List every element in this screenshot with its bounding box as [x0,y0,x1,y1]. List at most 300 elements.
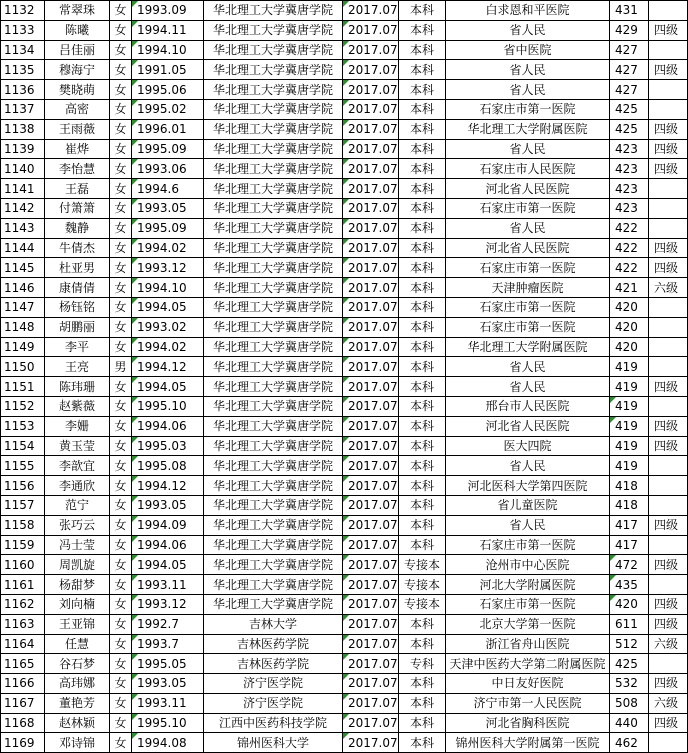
row-number-cell[interactable]: 1144 [1,238,45,258]
birth-date-cell[interactable]: 1995.09 [132,139,204,159]
name-cell[interactable]: 吕佳丽 [45,40,110,60]
graduation-date-cell[interactable]: 2017.07 [343,654,399,674]
sex-cell[interactable]: 女 [110,218,132,238]
degree-cell[interactable]: 本科 [399,1,446,21]
row-number-cell[interactable]: 1133 [1,20,45,40]
cet-level-cell[interactable]: 四级 [649,515,688,535]
employer-cell[interactable]: 石家庄市第一医院 [446,198,610,218]
name-cell[interactable]: 黄玉莹 [45,436,110,456]
sex-cell[interactable]: 女 [110,654,132,674]
degree-cell[interactable]: 专接本 [399,594,446,614]
sex-cell[interactable]: 女 [110,297,132,317]
degree-cell[interactable]: 本科 [399,258,446,278]
cet-level-cell[interactable]: 四级 [649,614,688,634]
row-number-cell[interactable]: 1146 [1,278,45,298]
cet-level-cell[interactable]: 六级 [649,693,688,713]
employer-cell[interactable]: 北京大学第一医院 [446,614,610,634]
name-cell[interactable]: 赵紫薇 [45,396,110,416]
score-cell[interactable]: 417 [610,535,649,555]
university-cell[interactable]: 华北理工大学冀唐学院 [204,80,343,100]
birth-date-cell[interactable]: 1994.12 [132,476,204,496]
employer-cell[interactable]: 石家庄市第一医院 [446,594,610,614]
graduation-date-cell[interactable]: 2017.07 [343,396,399,416]
sex-cell[interactable]: 女 [110,20,132,40]
name-cell[interactable]: 邓诗锦 [45,733,110,753]
birth-date-cell[interactable]: 1995.10 [132,713,204,733]
birth-date-cell[interactable]: 1993.02 [132,317,204,337]
name-cell[interactable]: 任慧 [45,634,110,654]
name-cell[interactable]: 杨钰铭 [45,297,110,317]
score-cell[interactable]: 419 [610,456,649,476]
degree-cell[interactable]: 本科 [399,515,446,535]
employer-cell[interactable]: 天津肿瘤医院 [446,278,610,298]
sex-cell[interactable]: 女 [110,396,132,416]
birth-date-cell[interactable]: 1993.09 [132,1,204,21]
university-cell[interactable]: 华北理工大学冀唐学院 [204,594,343,614]
university-cell[interactable]: 华北理工大学冀唐学院 [204,555,343,575]
name-cell[interactable]: 范宁 [45,495,110,515]
row-number-cell[interactable]: 1150 [1,357,45,377]
cet-level-cell[interactable] [649,1,688,21]
university-cell[interactable]: 华北理工大学冀唐学院 [204,416,343,436]
degree-cell[interactable]: 本科 [399,416,446,436]
cet-level-cell[interactable]: 四级 [649,416,688,436]
row-number-cell[interactable]: 1139 [1,139,45,159]
birth-date-cell[interactable]: 1993.12 [132,594,204,614]
graduation-date-cell[interactable]: 2017.07 [343,377,399,397]
name-cell[interactable]: 杜亚男 [45,258,110,278]
graduation-date-cell[interactable]: 2017.07 [343,614,399,634]
university-cell[interactable]: 吉林医药学院 [204,654,343,674]
score-cell[interactable]: 419 [610,396,649,416]
row-number-cell[interactable]: 1168 [1,713,45,733]
row-number-cell[interactable]: 1159 [1,535,45,555]
degree-cell[interactable]: 本科 [399,139,446,159]
cet-level-cell[interactable]: 四级 [649,119,688,139]
sex-cell[interactable]: 女 [110,60,132,80]
sex-cell[interactable]: 女 [110,80,132,100]
degree-cell[interactable]: 本科 [399,198,446,218]
birth-date-cell[interactable]: 1993.05 [132,674,204,694]
row-number-cell[interactable]: 1154 [1,436,45,456]
birth-date-cell[interactable]: 1993.05 [132,198,204,218]
cet-level-cell[interactable] [649,297,688,317]
university-cell[interactable]: 华北理工大学冀唐学院 [204,575,343,595]
cet-level-cell[interactable]: 四级 [649,713,688,733]
name-cell[interactable]: 李姗 [45,416,110,436]
cet-level-cell[interactable] [649,357,688,377]
score-cell[interactable]: 425 [610,654,649,674]
degree-cell[interactable]: 本科 [399,238,446,258]
row-number-cell[interactable]: 1136 [1,80,45,100]
sex-cell[interactable]: 女 [110,456,132,476]
name-cell[interactable]: 李怡慧 [45,159,110,179]
row-number-cell[interactable]: 1158 [1,515,45,535]
university-cell[interactable]: 华北理工大学冀唐学院 [204,297,343,317]
name-cell[interactable]: 魏静 [45,218,110,238]
university-cell[interactable]: 锦州医科大学 [204,733,343,753]
row-number-cell[interactable]: 1134 [1,40,45,60]
row-number-cell[interactable]: 1166 [1,674,45,694]
sex-cell[interactable]: 女 [110,317,132,337]
row-number-cell[interactable]: 1138 [1,119,45,139]
degree-cell[interactable]: 本科 [399,456,446,476]
degree-cell[interactable]: 本科 [399,80,446,100]
employer-cell[interactable]: 浙江省舟山医院 [446,634,610,654]
score-cell[interactable]: 419 [610,377,649,397]
birth-date-cell[interactable]: 1995.02 [132,99,204,119]
employer-cell[interactable]: 邢台市人民医院 [446,396,610,416]
row-number-cell[interactable]: 1149 [1,337,45,357]
graduation-date-cell[interactable]: 2017.07 [343,693,399,713]
degree-cell[interactable]: 本科 [399,614,446,634]
graduation-date-cell[interactable]: 2017.07 [343,476,399,496]
graduation-date-cell[interactable]: 2017.07 [343,278,399,298]
cet-level-cell[interactable] [649,396,688,416]
employer-cell[interactable]: 河北大学附属医院 [446,575,610,595]
birth-date-cell[interactable]: 1993.12 [132,258,204,278]
score-cell[interactable]: 420 [610,594,649,614]
degree-cell[interactable]: 专接本 [399,575,446,595]
employer-cell[interactable]: 省人民 [446,218,610,238]
birth-date-cell[interactable]: 1994.08 [132,733,204,753]
sex-cell[interactable]: 女 [110,1,132,21]
degree-cell[interactable]: 本科 [399,119,446,139]
name-cell[interactable]: 康倩倩 [45,278,110,298]
cet-level-cell[interactable]: 四级 [649,20,688,40]
birth-date-cell[interactable]: 1993.05 [132,495,204,515]
graduation-date-cell[interactable]: 2017.07 [343,1,399,21]
graduation-date-cell[interactable]: 2017.07 [343,713,399,733]
name-cell[interactable]: 常翠珠 [45,1,110,21]
sex-cell[interactable]: 女 [110,535,132,555]
sex-cell[interactable]: 女 [110,555,132,575]
university-cell[interactable]: 华北理工大学冀唐学院 [204,495,343,515]
degree-cell[interactable]: 本科 [399,159,446,179]
graduation-date-cell[interactable]: 2017.07 [343,634,399,654]
employer-cell[interactable]: 省中医院 [446,40,610,60]
score-cell[interactable]: 417 [610,515,649,535]
degree-cell[interactable]: 本科 [399,713,446,733]
sex-cell[interactable]: 女 [110,733,132,753]
name-cell[interactable]: 李通欣 [45,476,110,496]
graduation-date-cell[interactable]: 2017.07 [343,238,399,258]
birth-date-cell[interactable]: 1993.7 [132,634,204,654]
birth-date-cell[interactable]: 1994.12 [132,357,204,377]
graduation-date-cell[interactable]: 2017.07 [343,119,399,139]
score-cell[interactable]: 422 [610,238,649,258]
employer-cell[interactable]: 省人民 [446,139,610,159]
score-cell[interactable]: 421 [610,278,649,298]
graduation-date-cell[interactable]: 2017.07 [343,674,399,694]
score-cell[interactable]: 440 [610,713,649,733]
row-number-cell[interactable]: 1163 [1,614,45,634]
row-number-cell[interactable]: 1137 [1,99,45,119]
name-cell[interactable]: 胡鹏丽 [45,317,110,337]
row-number-cell[interactable]: 1156 [1,476,45,496]
university-cell[interactable]: 吉林大学 [204,614,343,634]
sex-cell[interactable]: 女 [110,278,132,298]
university-cell[interactable]: 华北理工大学冀唐学院 [204,436,343,456]
university-cell[interactable]: 济宁医学院 [204,693,343,713]
row-number-cell[interactable]: 1142 [1,198,45,218]
university-cell[interactable]: 华北理工大学冀唐学院 [204,456,343,476]
university-cell[interactable]: 华北理工大学冀唐学院 [204,20,343,40]
employer-cell[interactable]: 河北医科大学第四医院 [446,476,610,496]
sex-cell[interactable]: 女 [110,258,132,278]
cet-level-cell[interactable] [649,456,688,476]
university-cell[interactable]: 华北理工大学冀唐学院 [204,238,343,258]
name-cell[interactable]: 张巧云 [45,515,110,535]
degree-cell[interactable]: 本科 [399,733,446,753]
score-cell[interactable]: 423 [610,198,649,218]
birth-date-cell[interactable]: 1994.05 [132,297,204,317]
graduation-date-cell[interactable]: 2017.07 [343,60,399,80]
employer-cell[interactable]: 省人民 [446,515,610,535]
university-cell[interactable]: 华北理工大学冀唐学院 [204,179,343,199]
degree-cell[interactable]: 本科 [399,377,446,397]
graduation-date-cell[interactable]: 2017.07 [343,575,399,595]
graduation-date-cell[interactable]: 2017.07 [343,416,399,436]
name-cell[interactable]: 崔烨 [45,139,110,159]
employer-cell[interactable]: 省人民 [446,60,610,80]
name-cell[interactable]: 李平 [45,337,110,357]
row-number-cell[interactable]: 1132 [1,1,45,21]
degree-cell[interactable]: 本科 [399,317,446,337]
cet-level-cell[interactable] [649,575,688,595]
score-cell[interactable]: 419 [610,357,649,377]
sex-cell[interactable]: 女 [110,674,132,694]
degree-cell[interactable]: 本科 [399,297,446,317]
university-cell[interactable]: 华北理工大学冀唐学院 [204,198,343,218]
graduation-date-cell[interactable]: 2017.07 [343,436,399,456]
score-cell[interactable]: 435 [610,575,649,595]
university-cell[interactable]: 济宁医学院 [204,674,343,694]
degree-cell[interactable]: 本科 [399,693,446,713]
university-cell[interactable]: 吉林医药学院 [204,634,343,654]
degree-cell[interactable]: 本科 [399,179,446,199]
birth-date-cell[interactable]: 1994.09 [132,515,204,535]
score-cell[interactable]: 419 [610,416,649,436]
graduation-date-cell[interactable]: 2017.07 [343,198,399,218]
sex-cell[interactable]: 女 [110,594,132,614]
cet-level-cell[interactable] [649,179,688,199]
employer-cell[interactable]: 天津中医药大学第二附属医院 [446,654,610,674]
name-cell[interactable]: 高玮娜 [45,674,110,694]
cet-level-cell[interactable] [649,218,688,238]
cet-level-cell[interactable]: 四级 [649,555,688,575]
employer-cell[interactable]: 河北省人民医院 [446,179,610,199]
row-number-cell[interactable]: 1147 [1,297,45,317]
employer-cell[interactable]: 锦州医科大学附属第一医院 [446,733,610,753]
university-cell[interactable]: 华北理工大学冀唐学院 [204,317,343,337]
employer-cell[interactable]: 济宁市第一人民医院 [446,693,610,713]
score-cell[interactable]: 611 [610,614,649,634]
score-cell[interactable]: 425 [610,119,649,139]
cet-level-cell[interactable] [649,40,688,60]
name-cell[interactable]: 李歆宜 [45,456,110,476]
sex-cell[interactable]: 男 [110,357,132,377]
sex-cell[interactable]: 女 [110,198,132,218]
row-number-cell[interactable]: 1169 [1,733,45,753]
score-cell[interactable]: 420 [610,317,649,337]
row-number-cell[interactable]: 1135 [1,60,45,80]
score-cell[interactable]: 508 [610,693,649,713]
cet-level-cell[interactable] [649,80,688,100]
cet-level-cell[interactable]: 四级 [649,238,688,258]
sex-cell[interactable]: 女 [110,99,132,119]
score-cell[interactable]: 418 [610,476,649,496]
row-number-cell[interactable]: 1140 [1,159,45,179]
row-number-cell[interactable]: 1148 [1,317,45,337]
cet-level-cell[interactable] [649,535,688,555]
cet-level-cell[interactable]: 四级 [649,674,688,694]
employer-cell[interactable]: 医大四院 [446,436,610,456]
degree-cell[interactable]: 本科 [399,278,446,298]
employer-cell[interactable]: 省人民 [446,80,610,100]
university-cell[interactable]: 华北理工大学冀唐学院 [204,99,343,119]
score-cell[interactable]: 420 [610,297,649,317]
employer-cell[interactable]: 石家庄市第一医院 [446,535,610,555]
birth-date-cell[interactable]: 1994.02 [132,337,204,357]
employer-cell[interactable]: 省儿童医院 [446,495,610,515]
graduation-date-cell[interactable]: 2017.07 [343,456,399,476]
score-cell[interactable]: 427 [610,40,649,60]
graduation-date-cell[interactable]: 2017.07 [343,733,399,753]
university-cell[interactable]: 华北理工大学冀唐学院 [204,337,343,357]
sex-cell[interactable]: 女 [110,436,132,456]
score-cell[interactable]: 423 [610,179,649,199]
row-number-cell[interactable]: 1164 [1,634,45,654]
score-cell[interactable]: 532 [610,674,649,694]
employer-cell[interactable]: 河北省人民医院 [446,416,610,436]
name-cell[interactable]: 陈玮珊 [45,377,110,397]
score-cell[interactable]: 425 [610,99,649,119]
score-cell[interactable]: 423 [610,139,649,159]
cet-level-cell[interactable]: 六级 [649,278,688,298]
university-cell[interactable]: 华北理工大学冀唐学院 [204,476,343,496]
degree-cell[interactable]: 本科 [399,60,446,80]
degree-cell[interactable]: 本科 [399,495,446,515]
cet-level-cell[interactable] [649,99,688,119]
employer-cell[interactable]: 省人民 [446,357,610,377]
employer-cell[interactable]: 华北理工大学附属医院 [446,119,610,139]
score-cell[interactable]: 423 [610,159,649,179]
row-number-cell[interactable]: 1161 [1,575,45,595]
row-number-cell[interactable]: 1151 [1,377,45,397]
graduation-date-cell[interactable]: 2017.07 [343,495,399,515]
name-cell[interactable]: 王亮 [45,357,110,377]
cet-level-cell[interactable]: 四级 [649,139,688,159]
graduation-date-cell[interactable]: 2017.07 [343,20,399,40]
name-cell[interactable]: 冯士莹 [45,535,110,555]
sex-cell[interactable]: 女 [110,139,132,159]
employer-cell[interactable]: 中日友好医院 [446,674,610,694]
name-cell[interactable]: 樊晓萌 [45,80,110,100]
row-number-cell[interactable]: 1141 [1,179,45,199]
row-number-cell[interactable]: 1143 [1,218,45,238]
university-cell[interactable]: 江西中医药科技学院 [204,713,343,733]
degree-cell[interactable]: 本科 [399,396,446,416]
university-cell[interactable]: 华北理工大学冀唐学院 [204,357,343,377]
score-cell[interactable]: 422 [610,218,649,238]
birth-date-cell[interactable]: 1994.02 [132,238,204,258]
university-cell[interactable]: 华北理工大学冀唐学院 [204,535,343,555]
cet-level-cell[interactable]: 四级 [649,60,688,80]
cet-level-cell[interactable] [649,733,688,753]
sex-cell[interactable]: 女 [110,476,132,496]
sex-cell[interactable]: 女 [110,575,132,595]
birth-date-cell[interactable]: 1994.10 [132,278,204,298]
degree-cell[interactable]: 专接本 [399,555,446,575]
graduation-date-cell[interactable]: 2017.07 [343,337,399,357]
cet-level-cell[interactable] [649,495,688,515]
employer-cell[interactable]: 河北省人民医院 [446,238,610,258]
degree-cell[interactable]: 本科 [399,337,446,357]
name-cell[interactable]: 王雨薇 [45,119,110,139]
name-cell[interactable]: 周凯旋 [45,555,110,575]
birth-date-cell[interactable]: 1993.11 [132,575,204,595]
graduation-date-cell[interactable]: 2017.07 [343,99,399,119]
row-number-cell[interactable]: 1157 [1,495,45,515]
score-cell[interactable]: 462 [610,733,649,753]
sex-cell[interactable]: 女 [110,159,132,179]
cet-level-cell[interactable]: 四级 [649,594,688,614]
degree-cell[interactable]: 本科 [399,634,446,654]
score-cell[interactable]: 420 [610,337,649,357]
birth-date-cell[interactable]: 1991.05 [132,60,204,80]
birth-date-cell[interactable]: 1996.01 [132,119,204,139]
name-cell[interactable]: 赵林颖 [45,713,110,733]
birth-date-cell[interactable]: 1995.05 [132,654,204,674]
name-cell[interactable]: 王亚锦 [45,614,110,634]
graduation-date-cell[interactable]: 2017.07 [343,297,399,317]
score-cell[interactable]: 429 [610,20,649,40]
degree-cell[interactable]: 本科 [399,40,446,60]
cet-level-cell[interactable]: 四级 [649,436,688,456]
sex-cell[interactable]: 女 [110,238,132,258]
sex-cell[interactable]: 女 [110,416,132,436]
score-cell[interactable]: 419 [610,436,649,456]
row-number-cell[interactable]: 1145 [1,258,45,278]
row-number-cell[interactable]: 1155 [1,456,45,476]
graduation-date-cell[interactable]: 2017.07 [343,357,399,377]
name-cell[interactable]: 谷石梦 [45,654,110,674]
score-cell[interactable]: 427 [610,80,649,100]
birth-date-cell[interactable]: 1994.05 [132,555,204,575]
employer-cell[interactable]: 沧州市中心医院 [446,555,610,575]
name-cell[interactable]: 穆海宁 [45,60,110,80]
name-cell[interactable]: 王磊 [45,179,110,199]
birth-date-cell[interactable]: 1994.06 [132,416,204,436]
birth-date-cell[interactable]: 1995.10 [132,396,204,416]
university-cell[interactable]: 华北理工大学冀唐学院 [204,119,343,139]
university-cell[interactable]: 华北理工大学冀唐学院 [204,258,343,278]
employer-cell[interactable]: 省人民 [446,20,610,40]
university-cell[interactable]: 华北理工大学冀唐学院 [204,377,343,397]
graduation-date-cell[interactable]: 2017.07 [343,555,399,575]
row-number-cell[interactable]: 1152 [1,396,45,416]
score-cell[interactable]: 512 [610,634,649,654]
graduation-date-cell[interactable]: 2017.07 [343,258,399,278]
birth-date-cell[interactable]: 1994.05 [132,377,204,397]
graduation-date-cell[interactable]: 2017.07 [343,515,399,535]
cet-level-cell[interactable] [649,337,688,357]
university-cell[interactable]: 华北理工大学冀唐学院 [204,139,343,159]
row-number-cell[interactable]: 1160 [1,555,45,575]
graduation-date-cell[interactable]: 2017.07 [343,535,399,555]
birth-date-cell[interactable]: 1994.10 [132,40,204,60]
